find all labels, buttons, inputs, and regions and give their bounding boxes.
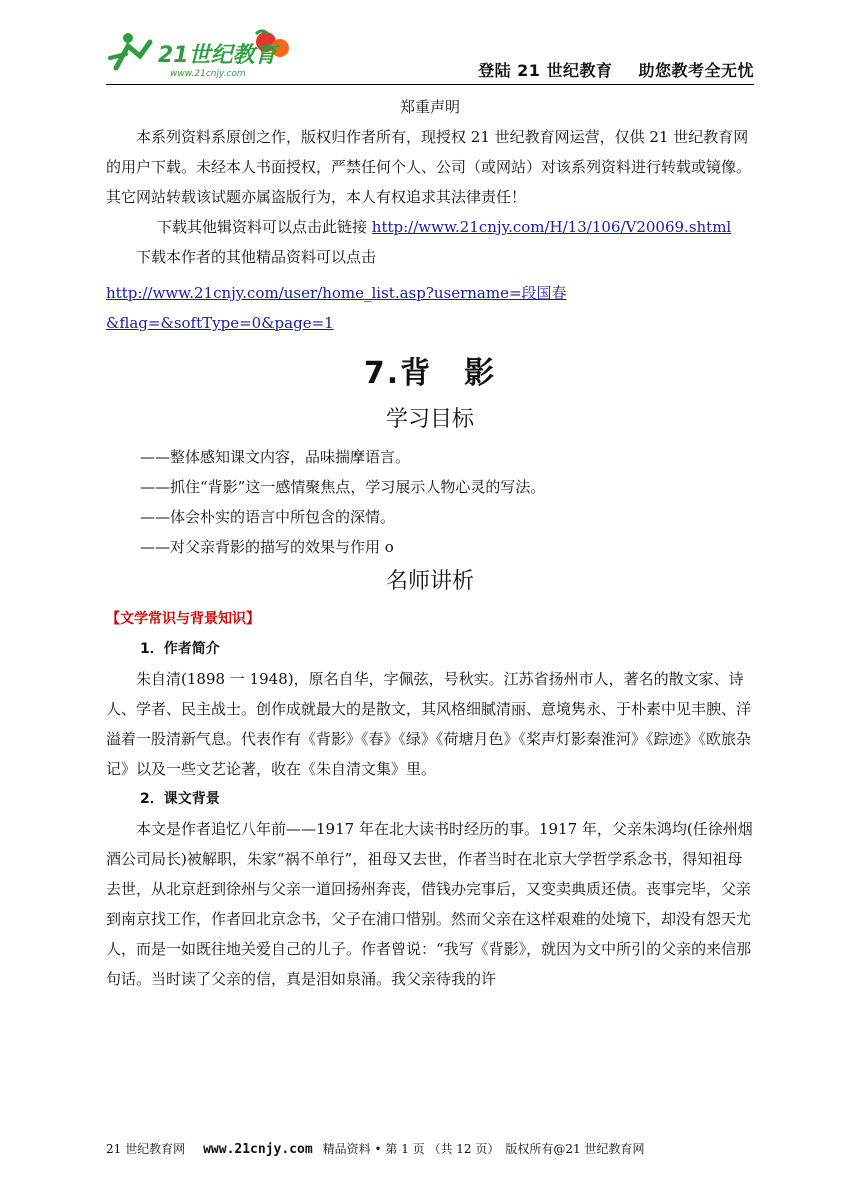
- download-other-label: 下载其他辑资料可以点击此链接: [157, 218, 368, 236]
- page-header: [106, 28, 754, 84]
- slogan-left: 登陆 21 世纪教育: [478, 61, 613, 80]
- notice-title: 郑重声明: [399, 98, 460, 116]
- header-slogan: [478, 58, 754, 81]
- analysis-heading: 名师讲析: [385, 569, 474, 594]
- goal-item: ——对父亲背影的描写的效果与作用 o: [140, 538, 394, 556]
- author-intro-text: 朱自清(1898 一 1948)，原名自华，字佩弦，号秋实。江苏省扬州市人，著名的散文家、诗人、学者、民主战士。创作成就最大的是散文，其风格细腻清丽、意境隽永、于朴素中见丰腴、洋溢着一股清新气息。代表作有《背影》《春》《绿》《荷塘月色》《桨声灯影秦淮河》《踪迹》《欧旅杂记》以及一些文艺论著，收在《朱自清文集》里。: [106, 670, 752, 778]
- header-divider: [106, 84, 754, 85]
- lesson-title: 7.背 影: [363, 356, 497, 391]
- knowledge-heading: 【文学常识与背景知识】: [106, 611, 260, 627]
- notice-text: 本系列资料系原创之作，版权归作者所有，现授权 21 世纪教育网运营，仅供 21 世纪教育网的用户下载。未经本人书面授权，严禁任何个人、公司（或网站）对该系列资料进行转载或镜像。其它网站转载该试题亦属盗版行为，本人有权追求其法律责任！: [106, 128, 752, 206]
- goal-item: ——抓住“背影”这一感情聚焦点，学习展示人物心灵的写法。: [140, 478, 546, 496]
- footer-copyright: 版权所有@21 世纪教育网: [505, 1142, 645, 1156]
- download-author-line: [106, 278, 754, 338]
- author-intro-heading: 1．作者简介: [140, 641, 220, 657]
- background-heading: 2．课文背景: [140, 791, 220, 807]
- document-body: [106, 92, 754, 994]
- footer-page-info: 精品资料 • 第 1 页 （共 12 页）: [322, 1142, 494, 1156]
- download-other-link[interactable]: http://www.21cnjy.com/H/13/106/V20069.shtml: [371, 218, 732, 236]
- download-author-link[interactable]: http://www.21cnjy.com/user/home_list.asp?username=段国春&flag=&softType=0&page=1: [106, 284, 567, 332]
- download-other-line: [106, 212, 754, 242]
- footer-left: 21 世纪教育网: [106, 1142, 186, 1156]
- logo-url: www.21cnjy.com: [170, 69, 246, 79]
- logo-text: 21世纪教育: [158, 43, 277, 68]
- goals-heading: 学习目标: [385, 407, 474, 432]
- slogan-right: 助您教考全无忧: [638, 61, 754, 80]
- 21cnjy-logo: [106, 28, 306, 80]
- footer-site: www.21cnjy.com: [203, 1142, 313, 1157]
- download-author-label: 下载本作者的其他精品资料可以点击: [136, 248, 377, 266]
- page-footer: [106, 1140, 754, 1157]
- goal-item: ——整体感知课文内容，品味揣摩语言。: [140, 448, 411, 466]
- background-text: 本文是作者追忆八年前——1917 年在北大读书时经历的事。1917 年，父亲朱鸿均(任徐州烟酒公司局长)被解职，朱家“祸不单行”，祖母又去世，作者当时在北京大学哲学系念书，得知祖母去世，从北京赶到徐州与父亲一道回扬州奔丧，借钱办完事后，又变卖典质还债。丧事完毕，父亲到南京找工作，作者回北京念书，父子在浦口惜别。然而父亲在这样艰难的处境下，却没有怨天尤人，而是一如既往地关爱自己的儿子。作者曾说：“我写《背影》，就因为文中所引的父亲的来信那句话。当时读了父亲的信，真是泪如泉涌。我父亲待我的许: [106, 820, 753, 988]
- goal-item: ——体会朴实的语言中所包含的深情。: [140, 508, 396, 526]
